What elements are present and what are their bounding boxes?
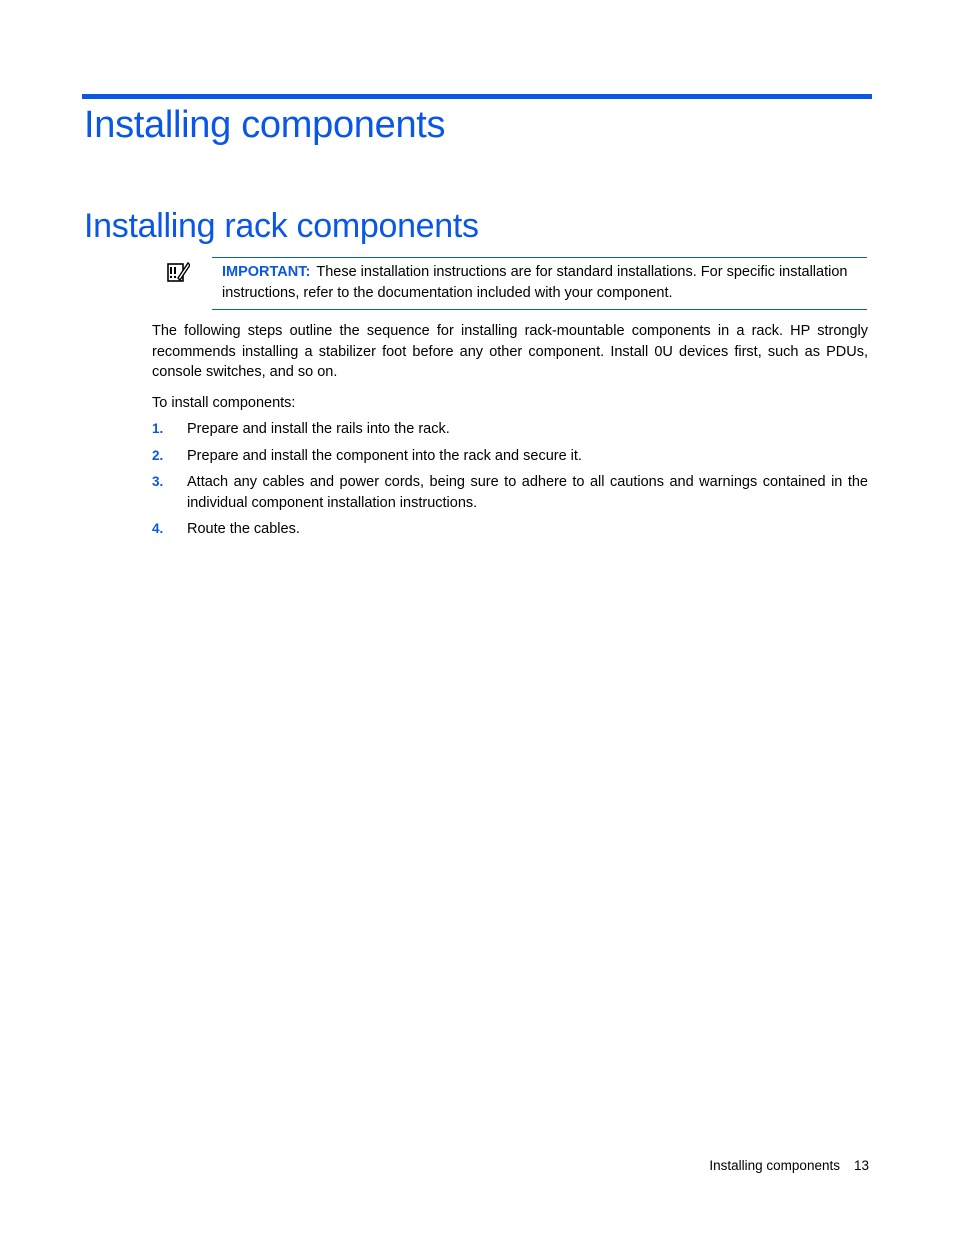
list-item	[152, 419, 868, 440]
lead-paragraph: To install components:	[152, 395, 296, 411]
install-steps-list	[152, 419, 868, 546]
step-number: 3.	[152, 474, 164, 489]
important-callout	[212, 257, 867, 310]
important-callout-text	[222, 262, 867, 304]
intro-paragraph: The following steps outline the sequence for installing rack-mountable components in a rack. HP strongly recommends installing a stabilizer foot before any other component. Install 0U devices first, such as PDUs, console switches, and so on.	[152, 323, 868, 380]
important-message: These installation instructions are for standard installations. For specific installation instructions, refer to the documentation included with your component.	[222, 264, 848, 301]
important-label: IMPORTANT:	[222, 264, 311, 280]
step-text: Prepare and install the rails into the rack.	[187, 421, 450, 437]
step-number: 1.	[152, 421, 164, 436]
step-number: 2.	[152, 447, 164, 463]
chapter-title: Installing components	[84, 104, 446, 146]
chapter-top-rule	[82, 94, 872, 99]
list-item	[152, 472, 868, 513]
step-text: Prepare and install the component into the rack and secure it.	[187, 447, 582, 464]
step-text: Attach any cables and power cords, being sure to adhere to all cautions and warnings contained in the individual component installation instructions.	[187, 474, 868, 511]
page-footer	[709, 1158, 869, 1173]
list-item	[152, 446, 868, 467]
section-title: Installing rack components	[84, 207, 479, 245]
step-number: 4.	[152, 521, 164, 536]
important-note-icon	[166, 260, 190, 284]
footer-chapter-label: Installing components	[709, 1158, 840, 1173]
list-item	[152, 519, 868, 540]
page-number: 13	[853, 1158, 869, 1173]
step-text: Route the cables.	[187, 521, 300, 537]
